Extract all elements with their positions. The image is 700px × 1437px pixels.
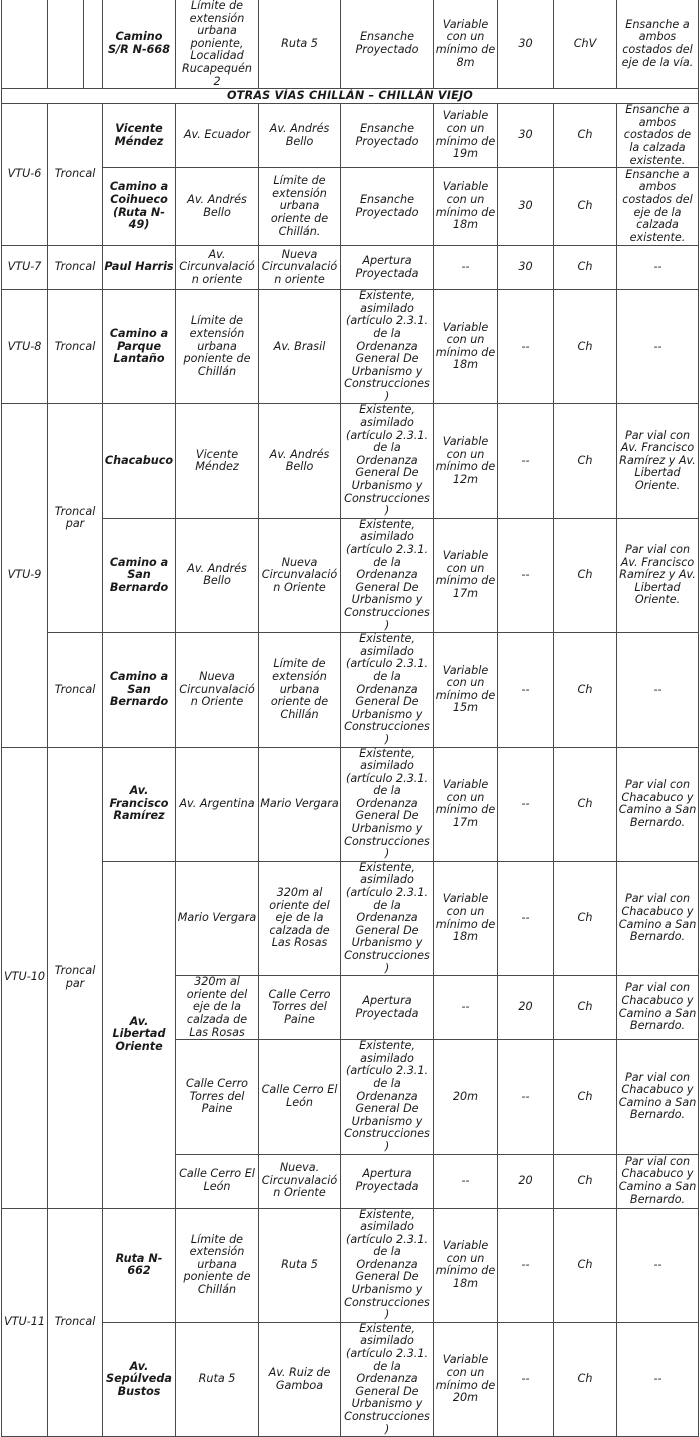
hasta-cell: Nueva Circunvalación oriente — [259, 246, 341, 290]
ancho-cell: -- — [434, 246, 498, 290]
observaciones-cell: Ensanche a ambos costados del eje de la calzada existente. — [617, 168, 699, 246]
observaciones-cell: Par vial con Chacabuco y Camino a San Bernardo. — [617, 1154, 699, 1208]
comuna-cell: Ch — [554, 1040, 617, 1154]
via-name: Camino S/R N-668 — [103, 0, 176, 89]
ancho-cell: Variable con un mínimo de 18m — [434, 1208, 498, 1322]
via-name: Camino a San Bernardo — [103, 518, 176, 632]
observaciones-cell: Par vial con Av. Francisco Ramírez y Av. Libertad Oriente. — [617, 404, 699, 518]
code-cell: VTU-9 — [2, 404, 48, 747]
type-cell: Troncal — [48, 1208, 103, 1437]
situacion-cell: Existente, asimilado (artículo 2.3.1. de la Ordenanza General De Urbanismo y Construcciones) — [341, 290, 434, 404]
ancho-proyectado-cell: -- — [498, 861, 554, 975]
hasta-cell: Límite de extensión urbana oriente de Chillán — [259, 633, 341, 747]
table-row — [2, 246, 699, 290]
observaciones-cell: Par vial con Chacabuco y Camino a San Bernardo. — [617, 747, 699, 861]
comuna-cell: Ch — [554, 1208, 617, 1322]
ancho-cell: Variable con un mínimo de 20m — [434, 1322, 498, 1436]
desde-cell: Ruta 5 — [176, 1322, 259, 1436]
situacion-cell: Apertura Proyectada — [341, 246, 434, 290]
observaciones-cell: -- — [617, 1208, 699, 1322]
ancho-proyectado-cell: 20 — [498, 1154, 554, 1208]
via-name: Av. Libertad Oriente — [103, 861, 176, 1208]
ancho-proyectado-cell: -- — [498, 290, 554, 404]
comuna-cell: ChV — [554, 0, 617, 89]
empty-cell — [48, 0, 84, 89]
ancho-proyectado-cell: 30 — [498, 168, 554, 246]
situacion-cell: Ensanche Proyectado — [341, 168, 434, 246]
comuna-cell: Ch — [554, 168, 617, 246]
section-row — [2, 89, 699, 104]
comuna-cell: Ch — [554, 290, 617, 404]
observaciones-cell: Par vial con Chacabuco y Camino a San Bernardo. — [617, 861, 699, 975]
situacion-cell: Existente, asimilado (artículo 2.3.1. de la Ordenanza General De Urbanismo y Construcciones) — [341, 633, 434, 747]
table-row — [2, 290, 699, 404]
ancho-proyectado-cell: -- — [498, 404, 554, 518]
desde-cell: Nueva Circunvalación Oriente — [176, 633, 259, 747]
empty-cell — [84, 0, 103, 89]
code-cell: VTU-10 — [2, 747, 48, 1208]
observaciones-cell: Ensanche a ambos costados de la calzada existente. — [617, 104, 699, 168]
situacion-cell: Existente, asimilado (artículo 2.3.1. de la Ordenanza General De Urbanismo y Construcciones) — [341, 1040, 434, 1154]
desde-cell: Mario Vergara — [176, 861, 259, 975]
ancho-cell: Variable con un mínimo de 18m — [434, 168, 498, 246]
ancho-cell: Variable con un mínimo de 18m — [434, 290, 498, 404]
type-cell: Troncal par — [48, 404, 103, 633]
observaciones-cell: -- — [617, 1322, 699, 1436]
desde-cell: Av. Circunvalación oriente — [176, 246, 259, 290]
observaciones-cell: -- — [617, 290, 699, 404]
situacion-cell: Ensanche Proyectado — [341, 104, 434, 168]
type-cell: Troncal par — [48, 747, 103, 1208]
table-row — [2, 633, 699, 747]
via-name: Camino a Coihueco (Ruta N-49) — [103, 168, 176, 246]
code-cell: VTU-7 — [2, 246, 48, 290]
hasta-cell: Av. Andrés Bello — [259, 104, 341, 168]
desde-cell: Límite de extensión urbana poniente de Chillán — [176, 1208, 259, 1322]
code-cell: VTU-11 — [2, 1208, 48, 1437]
via-name: Camino a Parque Lantaño — [103, 290, 176, 404]
comuna-cell: Ch — [554, 976, 617, 1040]
table-row — [2, 861, 699, 975]
observaciones-cell: -- — [617, 246, 699, 290]
ancho-cell: Variable con un mínimo de 18m — [434, 861, 498, 975]
situacion-cell: Apertura Proyectada — [341, 976, 434, 1040]
via-name: Av. Sepúlveda Bustos — [103, 1322, 176, 1436]
ancho-cell: Variable con un mínimo de 8m — [434, 0, 498, 89]
ancho-cell: -- — [434, 1154, 498, 1208]
via-name: Vicente Méndez — [103, 104, 176, 168]
comuna-cell: Ch — [554, 404, 617, 518]
via-name: Paul Harris — [103, 246, 176, 290]
vias-table — [1, 0, 699, 1437]
ancho-proyectado-cell: 20 — [498, 976, 554, 1040]
observaciones-cell: Ensanche a ambos costados del eje de la vía. — [617, 0, 699, 89]
comuna-cell: Ch — [554, 246, 617, 290]
ancho-proyectado-cell: -- — [498, 747, 554, 861]
via-name: Chacabuco — [103, 404, 176, 518]
hasta-cell: Límite de extensión urbana oriente de Chillán. — [259, 168, 341, 246]
ancho-proyectado-cell: 30 — [498, 0, 554, 89]
ancho-proyectado-cell: -- — [498, 1040, 554, 1154]
ancho-cell: 20m — [434, 1040, 498, 1154]
desde-cell: Vicente Méndez — [176, 404, 259, 518]
hasta-cell: 320m al oriente del eje de la calzada de Las Rosas — [259, 861, 341, 975]
hasta-cell: Av. Andrés Bello — [259, 404, 341, 518]
section-title: OTRAS VÍAS CHILLÁN – CHILLÁN VIEJO — [2, 89, 699, 104]
situacion-cell: Existente, asimilado (artículo 2.3.1. de la Ordenanza General De Urbanismo y Construcciones) — [341, 1322, 434, 1436]
hasta-cell: Ruta 5 — [259, 0, 341, 89]
ancho-proyectado-cell: -- — [498, 518, 554, 632]
table-row — [2, 104, 699, 168]
comuna-cell: Ch — [554, 633, 617, 747]
ancho-proyectado-cell: 30 — [498, 104, 554, 168]
observaciones-cell: Par vial con Chacabuco y Camino a San Bernardo. — [617, 976, 699, 1040]
via-name: Av. Francisco Ramírez — [103, 747, 176, 861]
observaciones-cell: Par vial con Av. Francisco Ramírez y Av. Libertad Oriente. — [617, 518, 699, 632]
type-cell: Troncal — [48, 633, 103, 747]
code-cell: VTU-6 — [2, 104, 48, 246]
empty-cell — [2, 0, 48, 89]
hasta-cell: Mario Vergara — [259, 747, 341, 861]
ancho-cell: Variable con un mínimo de 19m — [434, 104, 498, 168]
hasta-cell: Nueva. Circunvalación Oriente — [259, 1154, 341, 1208]
via-name: Camino a San Bernardo — [103, 633, 176, 747]
situacion-cell: Existente, asimilado (artículo 2.3.1. de la Ordenanza General De Urbanismo y Construcciones) — [341, 518, 434, 632]
hasta-cell: Ruta 5 — [259, 1208, 341, 1322]
desde-cell: Av. Andrés Bello — [176, 168, 259, 246]
comuna-cell: Ch — [554, 1154, 617, 1208]
ancho-cell: -- — [434, 976, 498, 1040]
desde-cell: 320m al oriente del eje de la calzada de Las Rosas — [176, 976, 259, 1040]
hasta-cell: Calle Cerro El León — [259, 1040, 341, 1154]
desde-cell: Límite de extensión urbana poniente de Chillán — [176, 290, 259, 404]
comuna-cell: Ch — [554, 747, 617, 861]
situacion-cell: Ensanche Proyectado — [341, 0, 434, 89]
situacion-cell: Existente, asimilado (artículo 2.3.1. de la Ordenanza General De Urbanismo y Construcciones) — [341, 861, 434, 975]
table-row — [2, 518, 699, 632]
comuna-cell: Ch — [554, 518, 617, 632]
desde-cell: Calle Cerro El León — [176, 1154, 259, 1208]
situacion-cell: Existente, asimilado (artículo 2.3.1. de la Ordenanza General De Urbanismo y Construcciones) — [341, 1208, 434, 1322]
desde-cell: Calle Cerro Torres del Paine — [176, 1040, 259, 1154]
hasta-cell: Calle Cerro Torres del Paine — [259, 976, 341, 1040]
ancho-proyectado-cell: -- — [498, 1208, 554, 1322]
code-cell: VTU-8 — [2, 290, 48, 404]
table-row — [2, 404, 699, 518]
ancho-proyectado-cell: -- — [498, 633, 554, 747]
observaciones-cell: Par vial con Chacabuco y Camino a San Bernardo. — [617, 1040, 699, 1154]
table-row — [2, 168, 699, 246]
type-cell: Troncal — [48, 104, 103, 246]
table-row — [2, 0, 699, 89]
hasta-cell: Nueva Circunvalación Oriente — [259, 518, 341, 632]
ancho-proyectado-cell: 30 — [498, 246, 554, 290]
desde-cell: Av. Argentina — [176, 747, 259, 861]
table-row — [2, 747, 699, 861]
hasta-cell: Av. Brasil — [259, 290, 341, 404]
type-cell: Troncal — [48, 290, 103, 404]
ancho-cell: Variable con un mínimo de 12m — [434, 404, 498, 518]
via-name: Ruta N-662 — [103, 1208, 176, 1322]
situacion-cell: Apertura Proyectada — [341, 1154, 434, 1208]
comuna-cell: Ch — [554, 861, 617, 975]
ancho-cell: Variable con un mínimo de 17m — [434, 747, 498, 861]
comuna-cell: Ch — [554, 104, 617, 168]
ancho-cell: Variable con un mínimo de 17m — [434, 518, 498, 632]
observaciones-cell: -- — [617, 633, 699, 747]
situacion-cell: Existente, asimilado (artículo 2.3.1. de la Ordenanza General De Urbanismo y Construcciones) — [341, 747, 434, 861]
table-row — [2, 1208, 699, 1322]
ancho-proyectado-cell: -- — [498, 1322, 554, 1436]
desde-cell: Av. Andrés Bello — [176, 518, 259, 632]
situacion-cell: Existente, asimilado (artículo 2.3.1. de la Ordenanza General De Urbanismo y Construcciones) — [341, 404, 434, 518]
table-row — [2, 1322, 699, 1436]
ancho-cell: Variable con un mínimo de 15m — [434, 633, 498, 747]
type-cell: Troncal — [48, 246, 103, 290]
hasta-cell: Av. Ruiz de Gamboa — [259, 1322, 341, 1436]
desde-cell: Av. Ecuador — [176, 104, 259, 168]
comuna-cell: Ch — [554, 1322, 617, 1436]
desde-cell: Límite de extensión urbana poniente, Localidad Rucapequén 2 — [176, 0, 259, 89]
